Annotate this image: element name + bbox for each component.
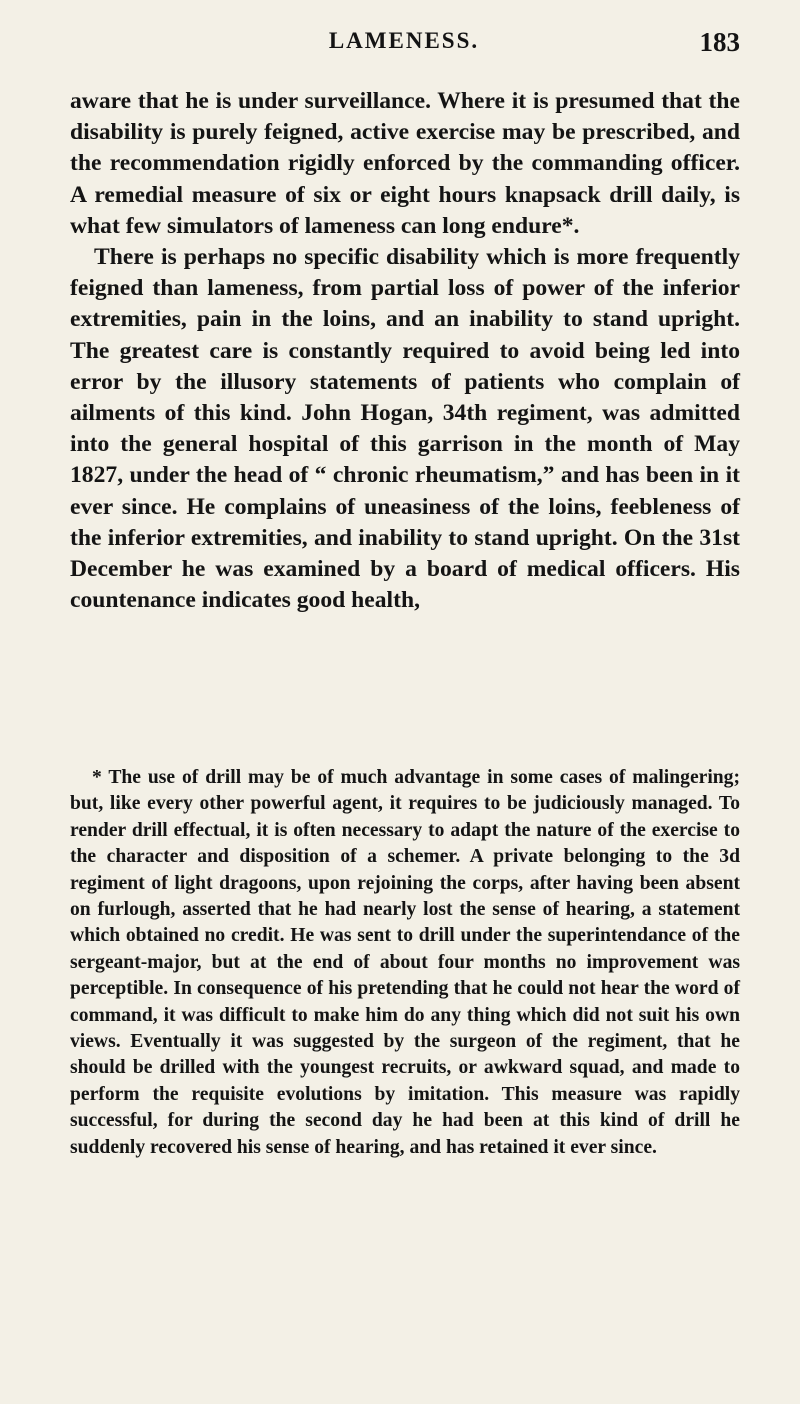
main-text [70,86,740,616]
paragraph-continued: aware that he is under surveillance. Where it is presumed that the disability is purely feigned, active exercise may be prescribed, and the recommendation rigidly enforced by the commanding officer. A remedial measure of six or eight hours knapsack drill daily, is what few simulators of lameness can long endure*. [70,88,740,239]
paragraph-hogan-case: There is perhaps no specific disability which is more frequently feigned than lameness, from partial loss of power of the inferior extremities, pain in the loins, and an inability to stand upright. The greatest care is constantly required to avoid being led into error by the illusory statements of patients who complain of ailments of this kind. John Hogan, 34th regiment, was admitted into the general hospital of this garrison in the month of May 1827, under the head of “ chronic rheumatism,” and has been in it ever since. He complains of uneasiness of the loins, feebleness of the inferior extremities, and inability to stand upright. On the 31st December he was examined by a board of medical officers. His countenance indicates good health, [70,244,740,614]
footnote [70,765,740,1161]
running-title: LAMENESS. [328,28,480,53]
footnote-text: * The use of drill may be of much advantage in some cases of malingering; but, like every other powerful agent, it requires to be judiciously managed. To render drill effectual, it is often necessary to adapt the nature of the exercise to the character and disposition of a schemer. A private belonging to the 3d regiment of light dragoons, upon rejoining the corps, after having been absent on furlough, asserted that he had nearly lost the sense of hearing, a statement which obtained no credit. He was sent to drill under the superintendance of the sergeant-major, but at the end of about four months no improvement was perceptible. In consequence of his pretending that he could not hear the word of command, it was difficult to make him do any thing which did not suit his own views. Eventually it was suggested by the surgeon of the regiment, that he should be drilled with the youngest recruits, or awkward squad, and made to perform the requisite evolutions by imitation. This measure was rapidly successful, for during the second day he had been at this kind of drill he suddenly recovered his sense of hearing, and has retained it ever since. [70,767,740,1158]
running-head [68,28,740,68]
page-number: 183 [699,27,740,57]
